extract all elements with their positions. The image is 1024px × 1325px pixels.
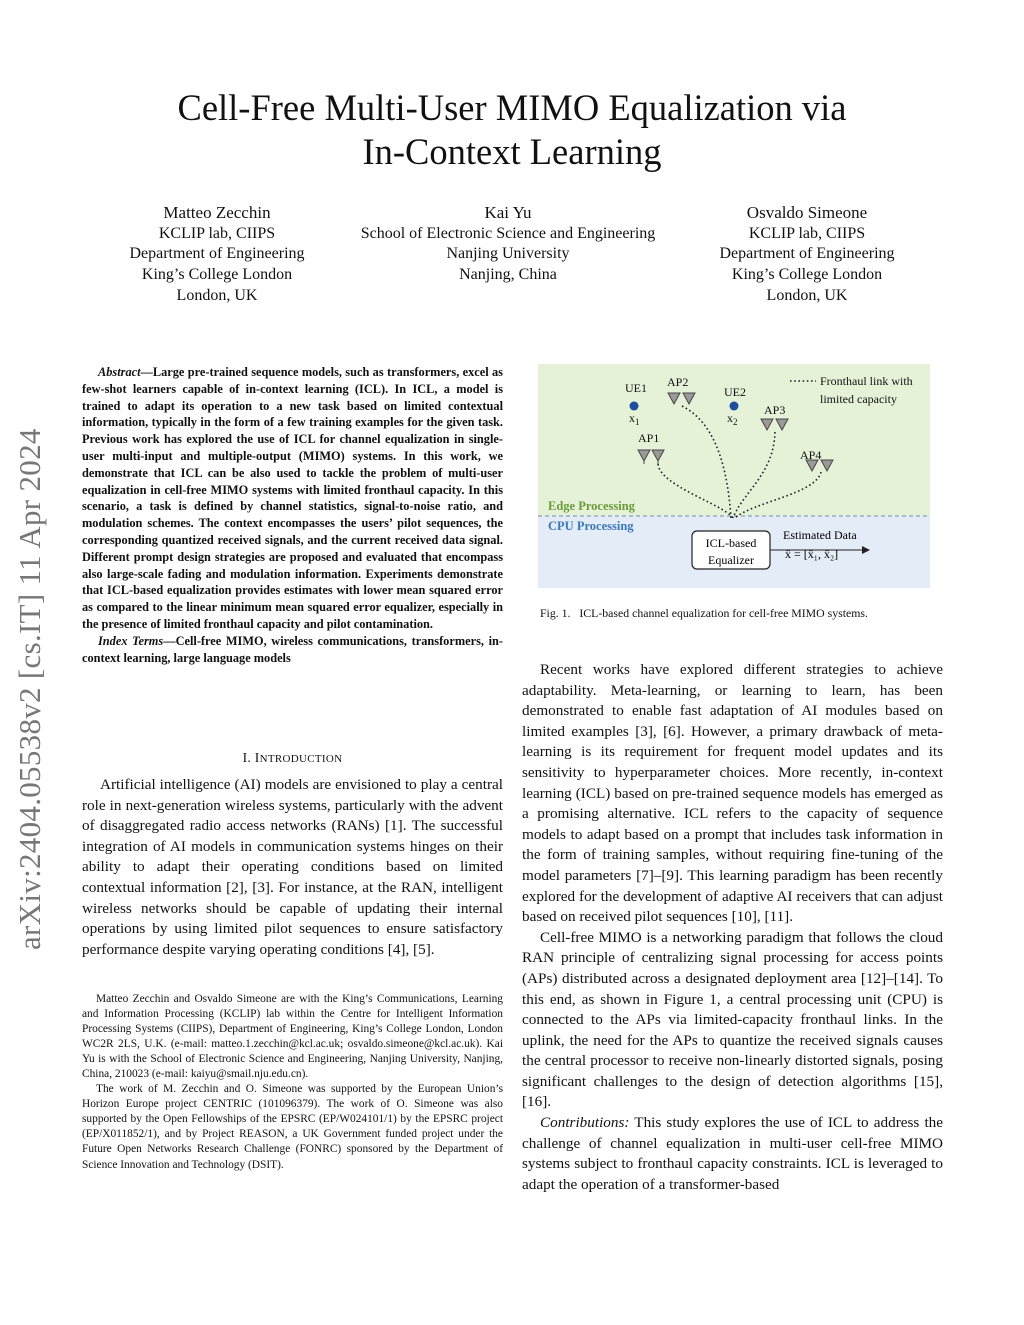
paragraph-adaptability: Recent works have explored different strategies to achieve adaptability. Meta-learning, or learning to learn, has been demonstrated to enable fast adaptation of AI modules based on limited examples [3], [6]. However, a primary drawback of meta-learning is its requirement for frequent model updates and its sensitivity to hyperparameter choices. More recently, in-context learning (ICL) based on pre-trained sequence models has emerged as a promising alternative. ICL refers to the capacity of sequence models to adapt based on a prompt that includes task information in the form of training samples, without requiring fine-tuning of the model parameters [7]–[9]. This learning paradigm has been recently explored for the development of adaptive AI receivers that can adjust based on received pilot sequences [10], [11].	[522, 661, 943, 926]
footnotes	[82, 992, 503, 1173]
caption-text: ICL-based channel equalization for cell-free MIMO systems.	[579, 606, 868, 620]
author-name: Kai Yu	[484, 203, 532, 222]
equalizer-line-1: ICL-based	[705, 536, 757, 550]
ue1-dot	[630, 402, 639, 411]
ap2-label: AP2	[667, 375, 689, 389]
author-block-1	[107, 203, 327, 307]
ap4-label: AP4	[800, 448, 822, 462]
footnote-affiliations: Matteo Zecchin and Osvaldo Simeone are with the King’s Communications, Learning and Information Processing (KCLIP) lab within the Centre for Intelligent Information Processing Systems (CIIPS), Department of Engineering, King’s College London, London WC2R 2LS, U.K. (e-mail: matteo.1.zecchin@kcl.ac.uk; osvaldo.simeone@kcl.ac.uk). Kai Yu is with the School of Electronic Science and Engineering, Nanjing University, Nanjing, China, 210023 (e-mail: kaiyu@smail.nju.edu.cn).	[82, 993, 503, 1081]
intro-text: Artificial intelligence (AI) models are envisioned to play a central role in next-generation wireless systems, particularly with the advent of disaggregated radio access networks (RANs) [1]. The successful integration of AI models in communication systems hinges on their ability to adapt their operating conditions based on limited contextual information [2], [3]. For instance, at the RAN, intelligent wireless networks should be capable of updating their internal operations by using limited pilot sequences to ensure satisfactory performance despite varying operating conditions [4], [5].	[82, 776, 503, 958]
ue1-label: UE1	[625, 381, 647, 395]
paper-title	[0, 86, 1024, 174]
author-name: Matteo Zecchin	[163, 203, 271, 222]
author-affiliation: London, UK	[176, 286, 258, 304]
contributions-text: This study explores the use of ICL to address the challenge of channel equalization in multi-user cell-free MIMO systems subject to fronthaul capacity constraints. ICL is leveraged to adapt the operation of a transformer-based	[522, 1114, 943, 1193]
right-column-text	[522, 660, 943, 1195]
contributions-label: Contributions:	[540, 1114, 630, 1132]
abstract	[82, 364, 503, 666]
ap3-label: AP3	[764, 403, 786, 417]
introduction-paragraph	[82, 775, 503, 960]
author-affiliation: London, UK	[766, 286, 848, 304]
ue2-dot	[730, 402, 739, 411]
equalizer-line-2: Equalizer	[708, 553, 754, 567]
paragraph-contributions	[522, 1113, 943, 1195]
paragraph-cell-free: Cell-free MIMO is a networking paradigm that follows the cloud RAN principle of centralizing signal processing for access points (APs) distributed across a designated deployment area [12]–[14]. To this end, as shown in Figure 1, a central processing unit (CPU) is connected to the APs via limited-capacity fronthaul links. In the uplink, the need for the APs to quantize the received signals causes the central processor to receive non-linearly distorted signals, posing significant challenges to the design of detection algorithms [15], [16].	[522, 928, 943, 1111]
legend-line-2: limited capacity	[820, 392, 897, 406]
author-affiliation: Department of Engineering	[129, 245, 305, 263]
ue2-label: UE2	[724, 385, 746, 399]
author-affiliation: KCLIP lab, CIIPS	[158, 224, 276, 242]
author-affiliation: Nanjing, China	[459, 266, 557, 284]
index-terms-label: Index Terms	[98, 633, 164, 648]
estimated-data-label: Estimated Data	[783, 528, 857, 542]
title-line-1: Cell-Free Multi-User MIMO Equalization via	[177, 87, 847, 128]
author-affiliation: King’s College London	[141, 266, 293, 284]
abstract-text: —Large pre-trained sequence models, such as transformers, excel as few-shot learners capable of in-context learning (ICL). In ICL, a model is trained to adapt its operation to a new task based on limited contextual information, typically in the form of a few training examples for the given task. Previous work has explored the use of ICL for channel equalization in single-user multi-input and multiple-output (MIMO) systems. In this work, we demonstrate that ICL can be also used to tackle the problem of multi-user equalization in cell-free MIMO systems with limited fronthaul capacity. In this scenario, a task is defined by channel statistics, signal-to-noise ratio, and modulation schemes. The context encompasses the users’ pilot sequences, the corresponding quantized received signals, and the current received data signal. Different prompt design strategies are proposed and evaluated that encompass also large-scale fading and modulation information. Experiments demonstrate that ICL-based equalization provides estimates with lower mean squared error as compared to the linear minimum mean squared error equalizer, especially in the presence of limited fronthaul capacity and pilot contamination.	[82, 365, 503, 631]
x2-label: $x_2$	[727, 411, 738, 427]
figure-caption	[540, 606, 868, 621]
author-affiliation: Department of Engineering	[719, 245, 895, 263]
ap1-label: AP1	[638, 431, 660, 445]
x1-label: $x_1$	[629, 411, 640, 427]
title-line-2: In-Context Learning	[362, 131, 662, 172]
author-affiliation: King’s College London	[731, 266, 883, 284]
author-affiliation: School of Electronic Science and Engineering	[360, 224, 656, 242]
arxiv-stamp: arXiv:2404.05538v2 [cs.IT] 11 Apr 2024	[12, 428, 47, 950]
author-block-3	[697, 203, 917, 307]
author-affiliation: Nanjing University	[446, 245, 570, 263]
caption-label: Fig. 1.	[540, 606, 571, 620]
footnote-funding: The work of M. Zecchin and O. Simeone was supported by the European Union’s Horizon Europe project CENTRIC (101096379). The work of O. Simeone was also supported by the Open Fellowships of the EPSRC (EP/W024101/1) by the EPSRC project (EP/X011852/1), and by Project REASON, a UK Government funded project under the Future Open Networks Research Challenge (FONRC) sponsored by the Department of Science Innovation and Technology (DSIT).	[82, 1083, 503, 1171]
cpu-processing-label: CPU Processing	[548, 519, 634, 533]
abstract-label: Abstract	[98, 365, 141, 379]
figure-1-diagram	[538, 364, 930, 588]
section-heading-introduction: I. INTRODUCTION	[242, 750, 343, 765]
index-terms-text: —Cell-free MIMO, wireless communications, transformers, in-context learning, large language models	[82, 633, 503, 665]
author-name: Osvaldo Simeone	[746, 203, 868, 222]
author-affiliation: KCLIP lab, CIIPS	[748, 224, 866, 242]
author-block-2	[338, 203, 678, 286]
estimated-data-equation: x̂ = [x̂₁, x̂₂]	[785, 547, 839, 561]
legend-line-1: Fronthaul link with	[820, 374, 913, 388]
edge-processing-label: Edge Processing	[548, 499, 635, 513]
